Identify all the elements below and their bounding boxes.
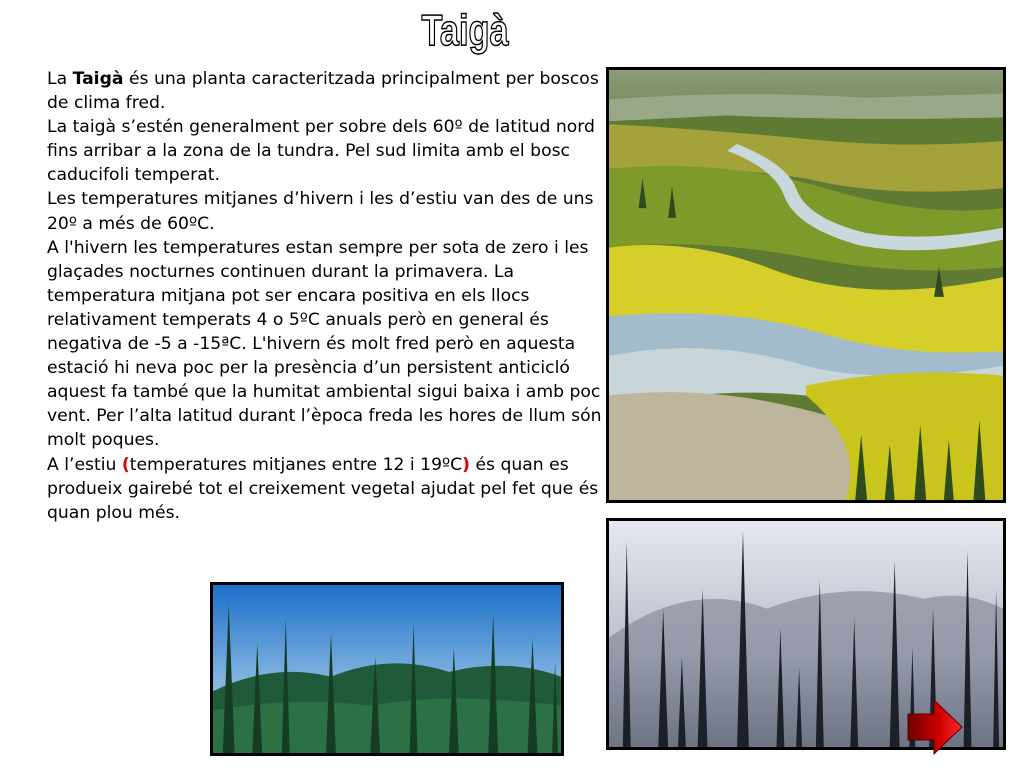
close-paren: ) xyxy=(462,454,470,475)
open-paren: ( xyxy=(121,454,130,475)
dense-conifer-forest-photo xyxy=(210,582,564,756)
paragraph-winter: A l'hivern les temperatures estan sempre per sota de zero i les glaçades nocturnes continuen durant la primavera. La temperatura mitjana pot ser encara positiva en els llocs relativament temperats 4 o 5ºC anuals però en general és negativa de -5 a -15ªC. L'hivern és molt fred però en aquesta estació hi neva poc per la presència d’un persistent anticicló aquest fa també que la humitat ambiental sigui baixa i amb poc vent. Per l’alta latitud durant l’època freda les hores de llum són molt poques. xyxy=(47,237,602,451)
paragraph-extent: La taigà s’estén generalment per sobre dels 60º de latitud nord fins arribar a la zona de la tundra. Pel sud limita amb el bosc caducifoli temperat. xyxy=(47,117,595,186)
paragraph-temperatures: Les temperatures mitjanes d’hivern i les d’estiu van des de uns 20º a més de 60ºC. xyxy=(47,189,594,234)
summer-pre: A l’estiu xyxy=(47,454,122,475)
taiga-river-aerial-photo xyxy=(606,67,1006,503)
intro-pre: La xyxy=(47,69,73,89)
summer-mid: temperatures mitjanes entre 12 i 19ºC xyxy=(129,454,463,475)
summer-post: és quan es produeix gairebé tot el creixement vegetal ajudat pel fet que és quan plou més. xyxy=(47,454,599,523)
next-arrow-icon[interactable] xyxy=(906,698,964,756)
body-text xyxy=(47,67,607,525)
intro-bold-term: Taigà xyxy=(72,69,124,89)
paragraph-intro xyxy=(47,67,607,115)
intro-post: és una planta caracteritzada principalment per boscos de clima fred. xyxy=(47,69,599,114)
paragraph-summer xyxy=(47,453,607,525)
slide-title: Taigà xyxy=(421,6,509,55)
